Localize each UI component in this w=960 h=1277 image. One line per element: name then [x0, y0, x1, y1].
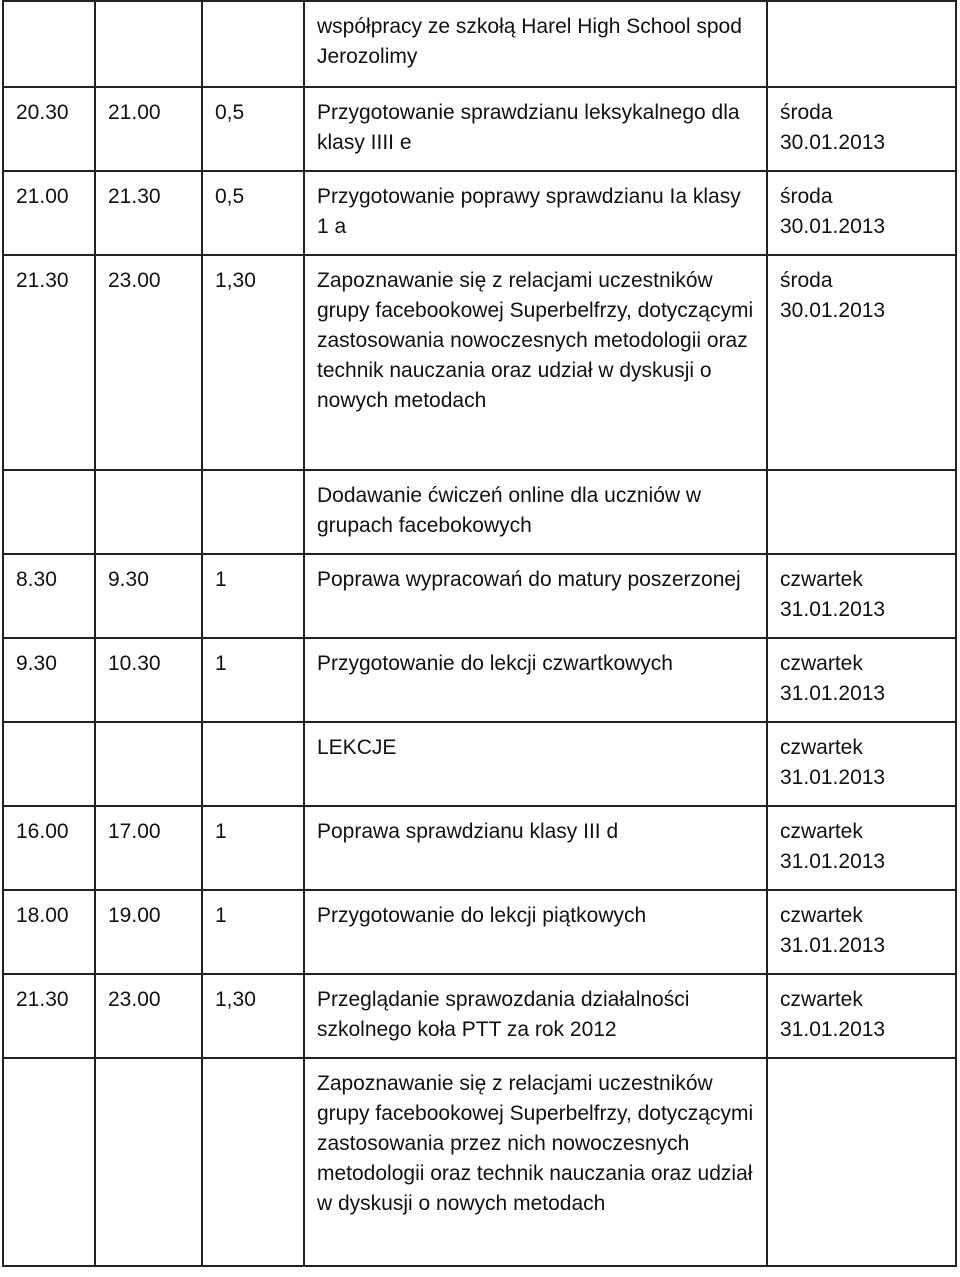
end-time-cell: 23.00: [95, 974, 202, 1058]
hours-cell: [202, 1058, 304, 1266]
start-time-cell: 20.30: [3, 87, 95, 171]
description-cell: Przygotowanie poprawy sprawdzianu Ia klasy 1 a: [304, 171, 767, 255]
day-label: czwartek: [780, 568, 863, 591]
table-row: [3, 554, 956, 638]
end-time-cell: 21.00: [95, 87, 202, 171]
date-label: 31.01.2013: [780, 598, 886, 621]
description-cell: Przygotowanie sprawdzianu leksykalnego dla klasy IIII e: [304, 87, 767, 171]
end-time-cell: 17.00: [95, 806, 202, 890]
hours-cell: [202, 470, 304, 554]
day-label: czwartek: [780, 988, 863, 1011]
date-cell: [767, 554, 956, 638]
start-time-cell: 18.00: [3, 890, 95, 974]
description-cell: LEKCJE: [304, 722, 767, 806]
table-row: [3, 638, 956, 722]
end-time-cell: [95, 470, 202, 554]
date-label: 31.01.2013: [780, 682, 886, 705]
start-time-cell: 21.30: [3, 255, 95, 470]
date-label: 31.01.2013: [780, 1018, 886, 1041]
description-cell: Poprawa sprawdzianu klasy III d: [304, 806, 767, 890]
table-row: [3, 722, 956, 806]
start-time-cell: 21.00: [3, 171, 95, 255]
start-time-cell: 16.00: [3, 806, 95, 890]
description-cell: Zapoznawanie się z relacjami uczestników grupy facebookowej Superbelfrzy, dotyczącymi zastosowania przez nich nowoczesnych metodologii oraz technik nauczania oraz udział w dyskusji o nowych metodach: [304, 1058, 767, 1266]
date-cell: [767, 1, 956, 87]
hours-cell: 1,30: [202, 974, 304, 1058]
date-cell: [767, 722, 956, 806]
date-label: 31.01.2013: [780, 934, 886, 957]
start-time-cell: 9.30: [3, 638, 95, 722]
date-label: 30.01.2013: [780, 299, 886, 322]
date-cell: [767, 87, 956, 171]
table-row: [3, 87, 956, 171]
day-label: czwartek: [780, 736, 863, 759]
table-row: [3, 255, 956, 470]
hours-cell: [202, 1, 304, 87]
end-time-cell: [95, 1, 202, 87]
date-cell: [767, 1058, 956, 1266]
date-label: 31.01.2013: [780, 766, 886, 789]
table-row: [3, 470, 956, 554]
table-row: [3, 1, 956, 87]
end-time-cell: 10.30: [95, 638, 202, 722]
date-label: 30.01.2013: [780, 131, 886, 154]
start-time-cell: [3, 1, 95, 87]
end-time-cell: 19.00: [95, 890, 202, 974]
hours-cell: [202, 722, 304, 806]
end-time-cell: 21.30: [95, 171, 202, 255]
start-time-cell: [3, 1058, 95, 1266]
table-row: [3, 171, 956, 255]
date-cell: [767, 638, 956, 722]
start-time-cell: [3, 722, 95, 806]
description-cell: Poprawa wypracowań do matury poszerzonej: [304, 554, 767, 638]
date-label: 30.01.2013: [780, 215, 886, 238]
hours-cell: 1,30: [202, 255, 304, 470]
date-cell: [767, 171, 956, 255]
end-time-cell: [95, 722, 202, 806]
table-row: [3, 890, 956, 974]
end-time-cell: 23.00: [95, 255, 202, 470]
date-cell: [767, 974, 956, 1058]
day-label: środa: [780, 269, 833, 292]
date-cell: [767, 806, 956, 890]
day-label: czwartek: [780, 904, 863, 927]
hours-cell: 1: [202, 890, 304, 974]
day-label: środa: [780, 101, 833, 124]
start-time-cell: 8.30: [3, 554, 95, 638]
hours-cell: 1: [202, 638, 304, 722]
description-cell: Przeglądanie sprawozdania działalności szkolnego koła PTT za rok 2012: [304, 974, 767, 1058]
end-time-cell: [95, 1058, 202, 1266]
day-label: czwartek: [780, 652, 863, 675]
date-cell: [767, 890, 956, 974]
table-row: [3, 974, 956, 1058]
hours-cell: 1: [202, 554, 304, 638]
description-cell: Przygotowanie do lekcji piątkowych: [304, 890, 767, 974]
description-cell: Zapoznawanie się z relacjami uczestników grupy facebookowej Superbelfrzy, dotyczącymi zastosowania nowoczesnych metodologii oraz technik nauczania oraz udział w dyskusji o nowych metodach: [304, 255, 767, 470]
date-cell: [767, 255, 956, 470]
table-row: [3, 1058, 956, 1266]
day-label: środa: [780, 185, 833, 208]
start-time-cell: [3, 470, 95, 554]
table-row: [3, 806, 956, 890]
start-time-cell: 21.30: [3, 974, 95, 1058]
description-cell: Dodawanie ćwiczeń online dla uczniów w grupach facebokowych: [304, 470, 767, 554]
hours-cell: 0,5: [202, 87, 304, 171]
description-cell: współpracy ze szkołą Harel High School spod Jerozolimy: [304, 1, 767, 87]
hours-cell: 1: [202, 806, 304, 890]
end-time-cell: 9.30: [95, 554, 202, 638]
date-label: 31.01.2013: [780, 850, 886, 873]
description-cell: Przygotowanie do lekcji czwartkowych: [304, 638, 767, 722]
hours-cell: 0,5: [202, 171, 304, 255]
date-cell: [767, 470, 956, 554]
day-label: czwartek: [780, 820, 863, 843]
activity-log-table: [2, 0, 957, 1267]
